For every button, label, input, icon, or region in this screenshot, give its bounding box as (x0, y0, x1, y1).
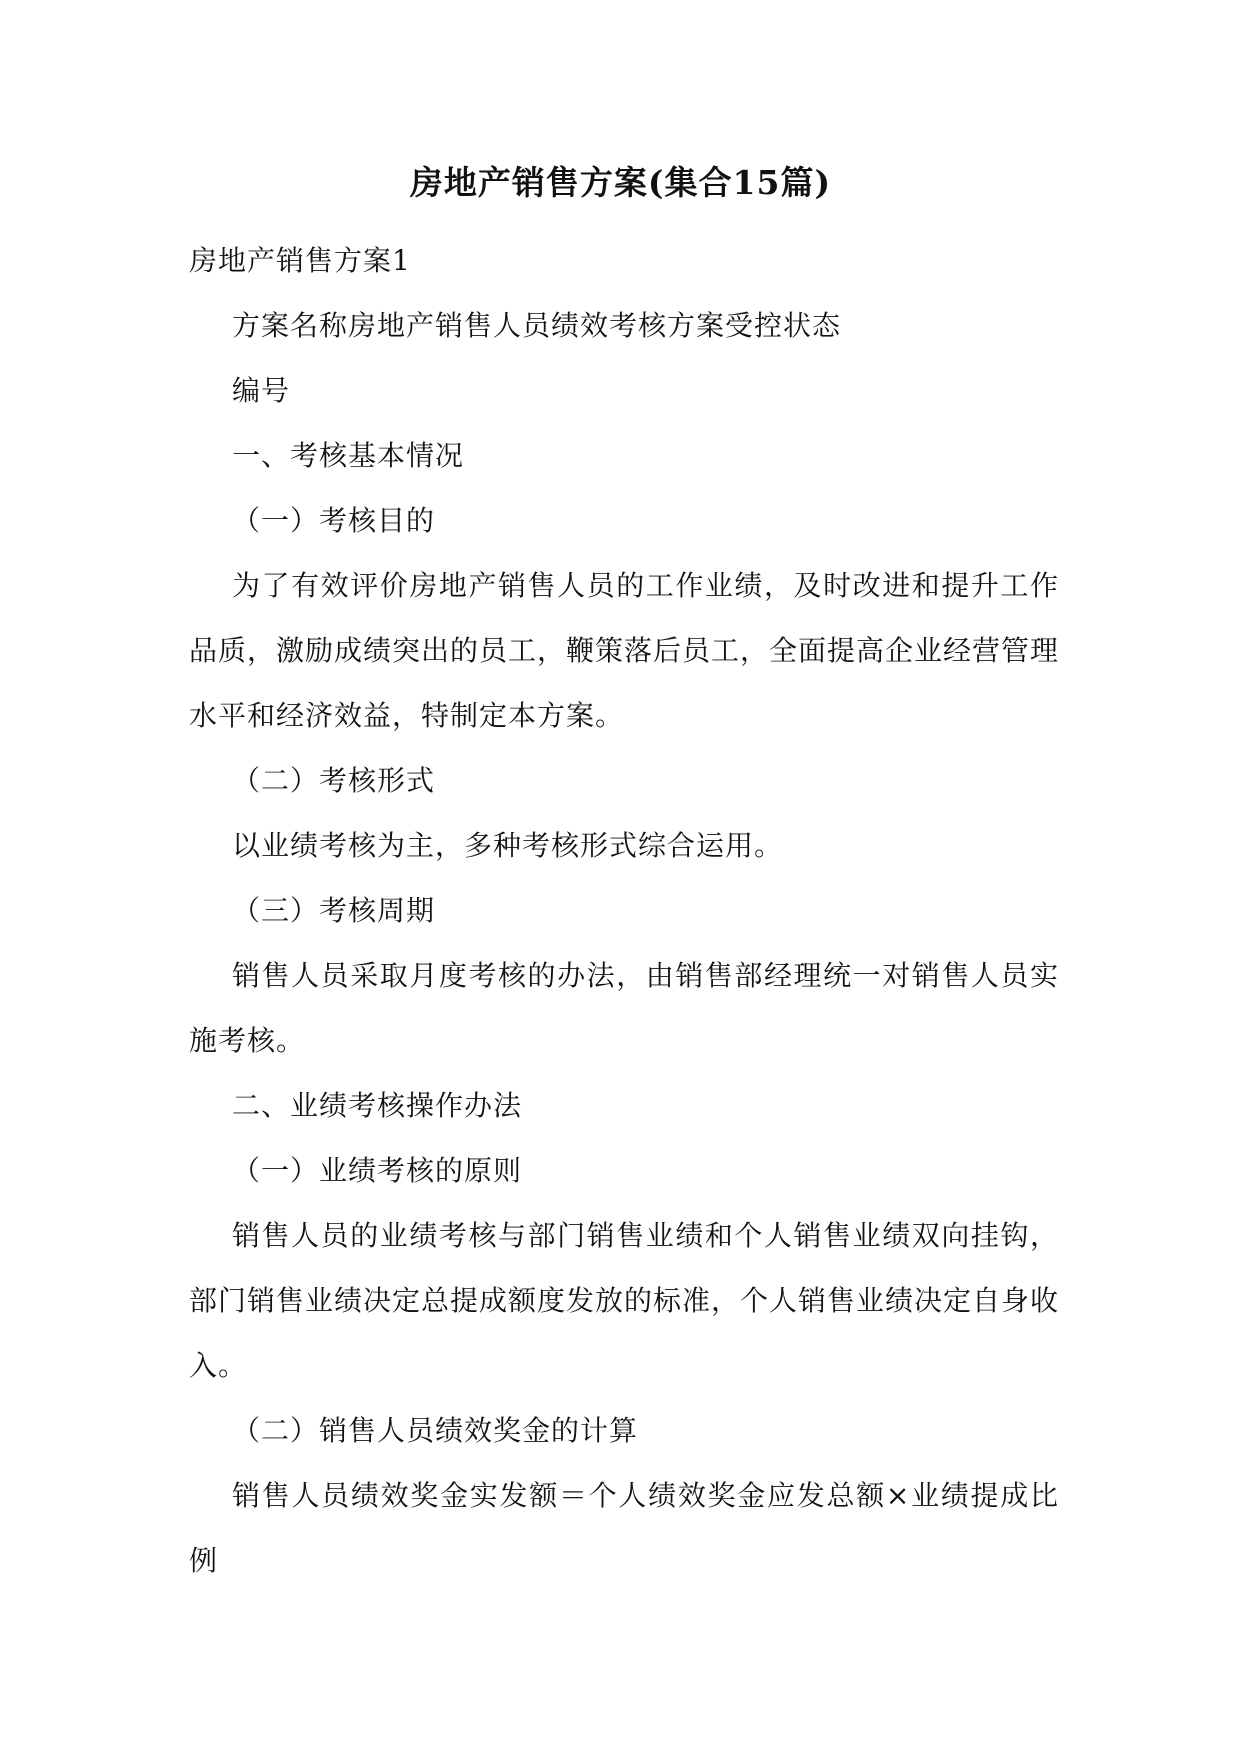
document-title: 房地产销售方案(集合15篇) (409, 163, 832, 202)
paragraph-form: 以业绩考核为主，多种考核形式综合运用。 (232, 829, 784, 862)
subheading-principle: （一）业绩考核的原则 (232, 1154, 523, 1187)
paragraph-number: 编号 (232, 374, 291, 407)
subheading-form: （二）考核形式 (232, 764, 436, 797)
section-heading-1: 房地产销售方案1 (189, 244, 411, 277)
subheading-cycle: （三）考核周期 (232, 894, 436, 927)
heading-performance-method: 二、业绩考核操作办法 (232, 1089, 523, 1122)
paragraph-bonus-formula: 销售人员绩效奖金实发额＝个人绩效奖金应发总额×业绩提成比例 (189, 1479, 1059, 1577)
subheading-bonus-calculation: （二）销售人员绩效奖金的计算 (232, 1414, 639, 1447)
paragraph-principle: 销售人员的业绩考核与部门销售业绩和个人销售业绩双向挂钩，部门销售业绩决定总提成额度发放的标准，个人销售业绩决定自身收入。 (189, 1219, 1060, 1382)
document-body (189, 228, 1059, 1593)
subheading-purpose: （一）考核目的 (232, 504, 436, 537)
paragraph-cycle: 销售人员采取月度考核的办法，由销售部经理统一对销售人员实施考核。 (189, 959, 1059, 1057)
paragraph-scheme-name: 方案名称房地产销售人员绩效考核方案受控状态 (232, 309, 842, 342)
paragraph-purpose: 为了有效评价房地产销售人员的工作业绩，及时改进和提升工作品质，激励成绩突出的员工，鞭策落后员工，全面提高企业经营管理水平和经济效益，特制定本方案。 (189, 569, 1060, 732)
heading-assessment-basics: 一、考核基本情况 (232, 439, 465, 472)
